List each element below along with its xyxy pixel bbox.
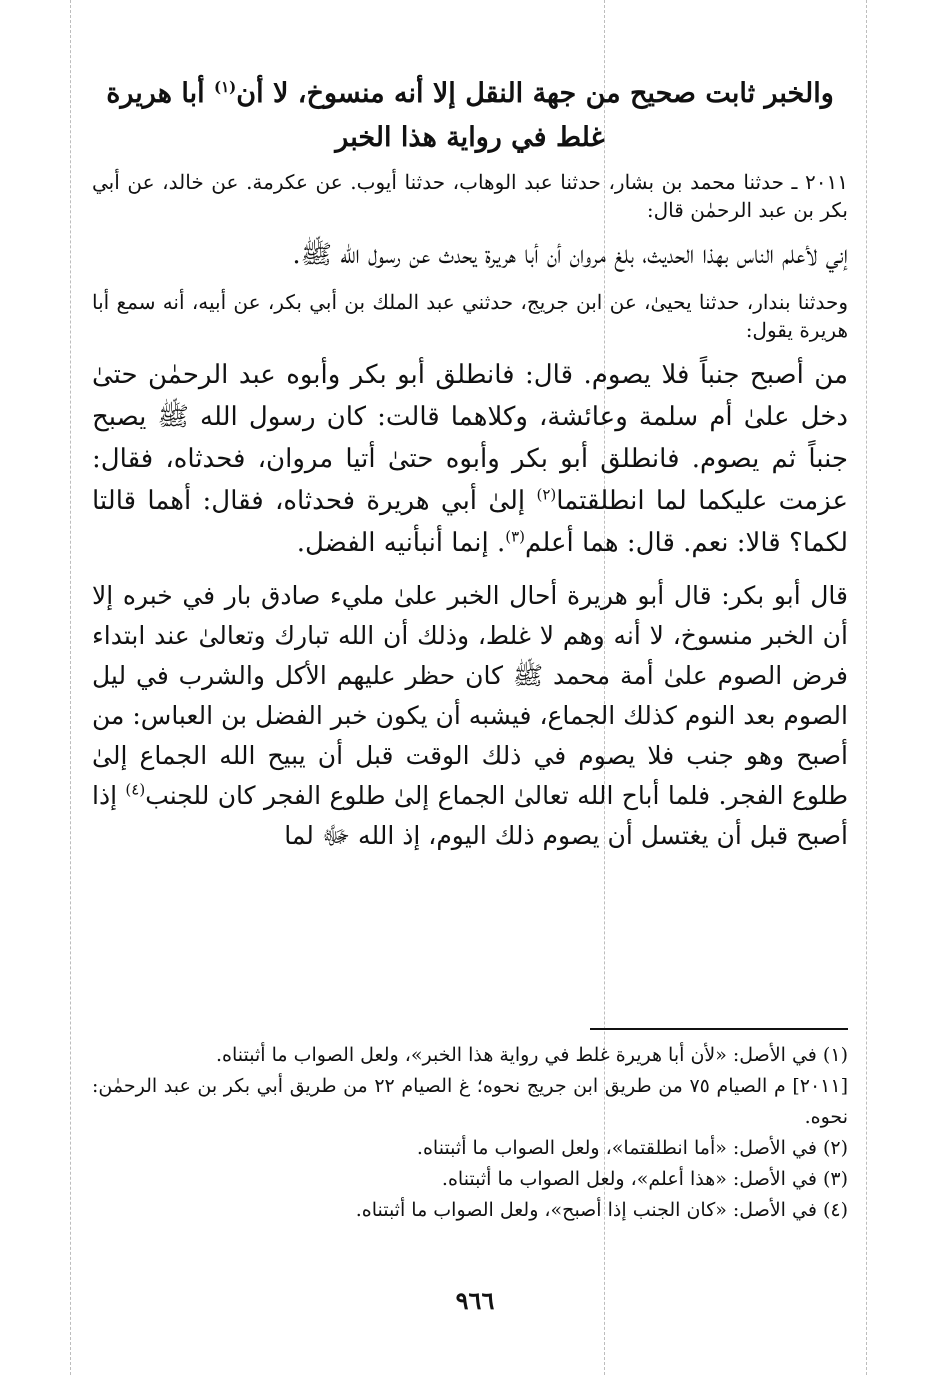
footnote-marker: (٢) <box>536 485 557 504</box>
footnote-1: (١) في الأصل: «لأن أبا هريرة غلط في رواية هذا الخبر»، ولعل الصواب ما أثبتناه. <box>216 1044 848 1066</box>
takhrij-reference: [٢٠١١] م الصيام ٧٥ من طريق ابن جريج نحوه؛ غ الصيام ٢٢ من طريق أبي بكر بن عبد الرحمٰن: نحوه. <box>92 1075 848 1128</box>
scan-guide-line <box>70 0 71 1375</box>
scan-guide-line <box>866 0 867 1375</box>
footnote-separator <box>590 1028 848 1030</box>
heading-line-1: والخبر ثابت صحيح من جهة النقل إلا أنه منسوخ، لا أن$^{(١)}$ أبا هريرة <box>106 78 834 109</box>
footnote-2: (٢) في الأصل: «أما انطلقتما»، ولعل الصواب ما أثبتناه. <box>416 1137 848 1159</box>
footnote-marker: (٤) <box>125 780 146 799</box>
page-number: ٩٦٦ <box>455 1286 495 1315</box>
hadith-text-1: إني لأعلم الناس بهذا الحديث، بلغ مروان أن أبا هريرة يحدث عن رسول الله ﷺ. <box>292 240 848 270</box>
chapter-heading <box>92 72 848 160</box>
isnad-chain-1: ٢٠١١ ـ حدثنا محمد بن بشار، حدثنا عبد الوهاب، حدثنا أيوب. عن عكرمة. عن خالد، عن أبي بكر بن عبد الرحمٰن قال: <box>92 170 848 222</box>
footnote-marker: (٣) <box>505 527 526 546</box>
footnote-marker: (١) <box>214 78 237 96</box>
heading-line-2: غلط في رواية هذا الخبر <box>335 122 605 153</box>
isnad-chain-2: وحدثنا بندار، حدثنا يحيىٰ، عن ابن جريج، حدثني عبد الملك بن أبي بكر، عن أبيه، أنه سمع أبا هريرة يقول: <box>92 290 848 342</box>
footnote-4: (٤) في الأصل: «كان الجنب إذا أصبح»، ولعل الصواب ما أثبتناه. <box>355 1199 848 1221</box>
footnote-3: (٣) في الأصل: «هذا أعلم»، ولعل الصواب ما أثبتناه. <box>441 1168 848 1190</box>
footnotes <box>92 1040 848 1226</box>
commentary-paragraph: قال أبو بكر: قال أبو هريرة أحال الخبر علىٰ مليء صادق بار في خبره إلا أن الخبر منسوخ، لا أنه وهم لا غلط، وذلك أن الله تبارك وتعالىٰ عند ابتداء فرض الصوم علىٰ أمة محمد ﷺ كان حظر عليهم الأكل والشرب في ليل الصوم بعد النوم كذلك الجماع، فيشبه أن يكون خبر الفضل بن العباس: من أصبح وهو جنب فلا يصوم في ذلك الوقت قبل أن يبيح الله الجماع إلىٰ طلوع الفجر. فلما أباح الله تعالىٰ الجماع إلىٰ طلوع الفجر كان للجنب$^{(٤)}$ إذا أصبح قبل أن يغتسل أن يصوم ذلك اليوم، إذ الله ﷻ لما <box>92 581 848 850</box>
hadith-text-2: من أصبح جنباً فلا يصوم. قال: فانطلق أبو بكر وأبوه عبد الرحمٰن حتىٰ دخل علىٰ أم سلمة وعائشة، وكلاهما قالت: كان رسول الله ﷺ يصبح جنباً ثم يصوم. فانطلق أبو بكر وأبوه حتىٰ أتيا مروان، فحدثاه، فقال: عزمت عليكما لما انطلقتما$^{(٢)}$ إلىٰ أبي هريرة فحدثاه، فقال: أهما قالتا لكما؟ قالا: نعم. قال: هما أعلم$^{(٣)}$. إنما أنبأنيه الفضل. <box>92 360 848 558</box>
main-text-column <box>92 72 848 870</box>
